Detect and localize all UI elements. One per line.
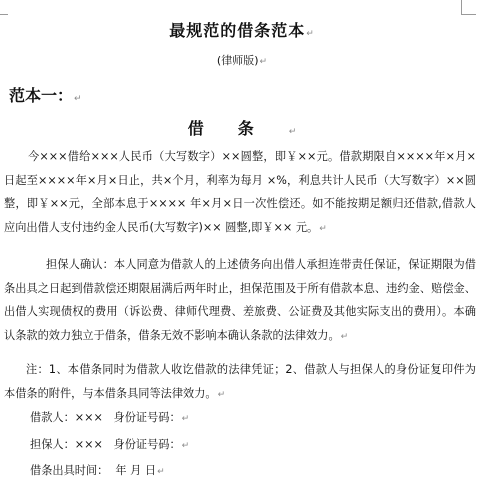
section-label[interactable]: 范本一：↵ xyxy=(9,86,82,105)
paragraph-mark-icon: ↵ xyxy=(306,29,315,39)
paragraph-mark-icon: ↵ xyxy=(74,94,82,104)
margin-crop-mark xyxy=(461,14,476,15)
paragraph-mark-icon: ↵ xyxy=(217,389,226,400)
document-title[interactable]: 最规范的借条范本↵ xyxy=(169,21,315,40)
note-paragraph[interactable]: 注：1、本借条同时为借款人收讫借款的法律凭证；2、借款人与担保人的身份证复印件为本借条的附件，与本借条具同等法律效力。↵ xyxy=(4,363,476,400)
borrower-signature-line[interactable]: 借款人：××× 身份证号码：↵ xyxy=(30,411,190,424)
document-subtitle[interactable]: (律师版)↵ xyxy=(216,54,268,67)
paragraph-mark-icon: ↵ xyxy=(340,331,349,342)
loan-terms-paragraph[interactable]: 今×××借给×××人民币（大写数字）××圆整，即￥××元。借款期限自××××年×月×日起至××××年×月×日止，共×个月，利率为每月 ×%，利息共计人民币（大写数字）××圆整，即￥××元，全部本息于×××× 年×月×日一次性偿还。如不能按期足额归还借款,借款人应向出借人支付违约金人民币(大写数字)×× 圆整,即￥×× 元。↵ xyxy=(4,150,476,234)
guarantor-signature-line[interactable]: 担保人：××× 身份证号码：↵ xyxy=(30,438,190,451)
paragraph-mark-icon: ↵ xyxy=(288,127,297,137)
issue-date-line[interactable]: 借条出具时间： 年 月 日↵ xyxy=(30,464,165,477)
paragraph-mark-icon: ↵ xyxy=(181,441,190,451)
margin-crop-mark xyxy=(0,14,8,15)
paragraph-mark-icon: ↵ xyxy=(181,414,190,424)
paragraph-mark-icon: ↵ xyxy=(319,223,327,234)
margin-crop-mark xyxy=(461,0,462,15)
iou-heading[interactable]: 借条↵ xyxy=(187,119,297,138)
guarantor-confirmation-paragraph[interactable]: 担保人确认：本人同意为借款人的上述债务向出借人承担连带责任保证，保证期限为借条出具之日起到借款偿还期限届满后两年时止，担保范围及于所有借款本息、违约金、赔偿金、出借人实现债权的费用（诉讼费、律师代理费、差旅费、公证费及其他实际支出的费用）。本确认条款的效力独立于借条，借条无效不影响本确认条款的法律效力。↵ xyxy=(4,258,476,342)
paragraph-mark-icon: ↵ xyxy=(157,467,165,477)
paragraph-mark-icon: ↵ xyxy=(259,57,268,67)
